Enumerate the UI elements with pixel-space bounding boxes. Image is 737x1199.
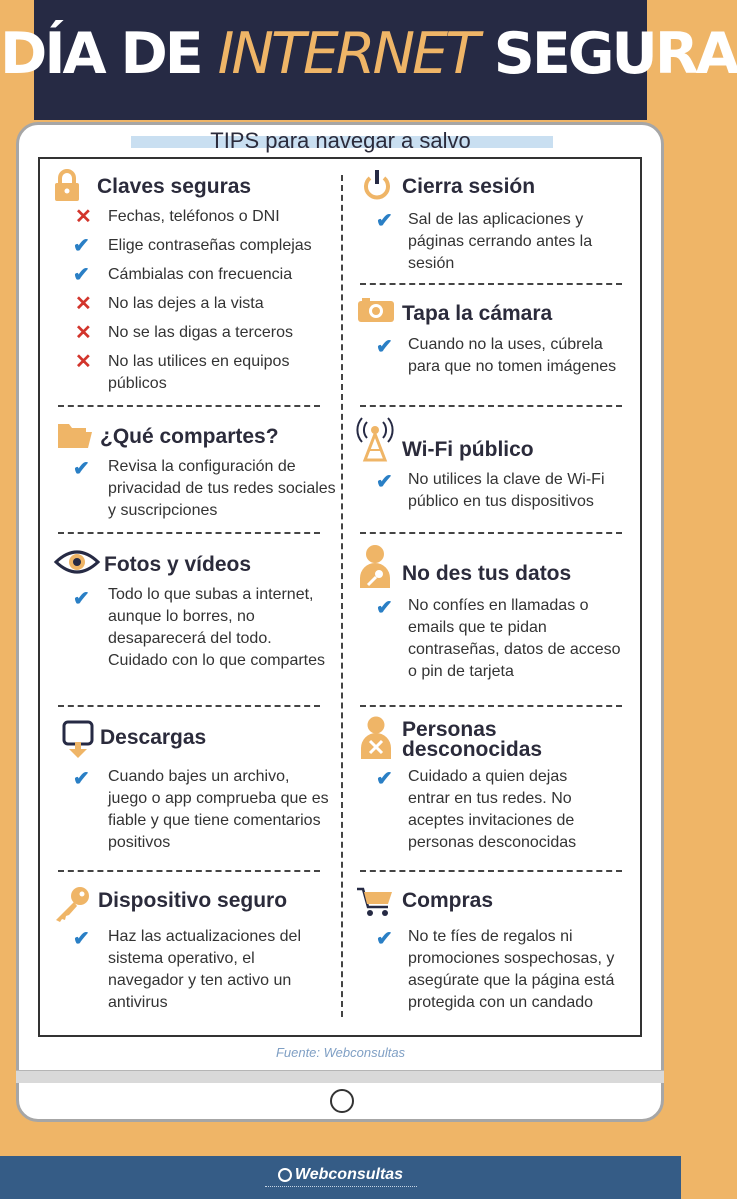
check-icon: ✔	[73, 235, 90, 257]
check-icon: ✔	[73, 588, 90, 610]
tablet-bottom-bar	[16, 1070, 664, 1083]
check-icon: ✔	[73, 928, 90, 950]
title-part-1: DÍA DE	[0, 21, 218, 87]
tip-item: Cuando bajes un archivo, juego o app comprueba que es fiable y que tiene comentarios positivos	[108, 768, 329, 851]
check-icon: ✔	[376, 471, 393, 493]
home-button[interactable]	[330, 1089, 354, 1113]
camera-icon	[356, 296, 396, 324]
tip-item: No se las digas a terceros	[108, 324, 293, 341]
cross-icon: ✕	[75, 293, 92, 315]
tip-item: No las utilices en equipos públicos	[108, 353, 290, 392]
section-title-dispositivo-seguro: Dispositivo seguro	[98, 889, 288, 912]
cross-icon: ✕	[75, 322, 92, 344]
section-title-tapa-la-camara: Tapa la cámara	[402, 302, 553, 325]
tip-item: No utilices la clave de Wi-Fi público en tus dispositivos	[408, 471, 605, 510]
brand-underline	[265, 1186, 417, 1187]
tip-item: Todo lo que subas a internet, aunque lo borres, no desaparecerá del todo. Cuidado con lo que compartes	[108, 586, 326, 669]
tip-item: Fechas, teléfonos o DNI	[108, 208, 280, 225]
key-icon	[52, 884, 92, 924]
tip-item: Revisa la configuración de privacidad de tus redes sociales y suscripciones	[108, 458, 336, 519]
cross-icon: ✕	[75, 351, 92, 373]
section-title-descargas: Descargas	[100, 726, 207, 749]
padlock-icon	[52, 168, 82, 202]
tip-item: Cuando no la uses, cúbrela para que no tomen imágenes	[408, 336, 617, 375]
tip-item: No las dejes a la vista	[108, 295, 264, 312]
section-title-claves-seguras: Claves seguras	[97, 175, 252, 198]
page-title	[0, 14, 737, 94]
section-title-personas-desconocidas: Personas desconocidas	[402, 718, 543, 761]
user-key-icon	[358, 544, 392, 590]
user-x-icon	[360, 716, 392, 760]
section-title-fotos-videos: Fotos y vídeos	[104, 553, 252, 576]
folder-icon	[56, 420, 94, 450]
tip-item: Haz las actualizaciones del sistema operativo, el navegador y ten activo un antivirus	[108, 928, 301, 1011]
tip-item: Cámbialas con frecuencia	[108, 266, 293, 283]
eye-icon	[54, 548, 100, 576]
divider	[360, 405, 622, 407]
section-title-que-compartes: ¿Qué compartes?	[100, 425, 279, 448]
check-icon: ✔	[376, 210, 393, 232]
cross-icon: ✕	[75, 206, 92, 228]
section-title-compras: Compras	[402, 889, 494, 912]
divider	[360, 705, 622, 707]
divider	[58, 870, 320, 872]
check-icon: ✔	[73, 264, 90, 286]
subtitle: TIPS para navegar a salvo	[210, 128, 471, 153]
check-icon: ✔	[376, 336, 393, 358]
divider	[58, 532, 320, 534]
brand-mark-icon	[278, 1168, 292, 1182]
divider	[360, 283, 622, 285]
cart-icon	[356, 886, 394, 918]
divider	[360, 870, 622, 872]
divider	[360, 532, 622, 534]
section-title-cierra-sesion: Cierra sesión	[402, 175, 536, 198]
source-credit: Fuente: Webconsultas	[275, 1045, 406, 1060]
brand-name: Webconsultas	[294, 1166, 404, 1183]
download-icon	[62, 720, 94, 760]
divider	[58, 705, 320, 707]
check-icon: ✔	[73, 768, 90, 790]
title-part-3: SEGURA	[476, 21, 737, 87]
tip-item: Sal de las aplicaciones y páginas cerrando antes la sesión	[408, 211, 593, 272]
check-icon: ✔	[376, 768, 393, 790]
check-icon: ✔	[73, 458, 90, 480]
tip-item: No confíes en llamadas o emails que te pidan contraseñas, datos de acceso o pin de tarjeta	[408, 597, 621, 680]
title-part-2: INTERNET	[217, 21, 477, 87]
wifi-antenna-icon	[352, 412, 398, 462]
tip-item: Cuidado a quien dejas entrar en tus redes. No aceptes invitaciones de personas desconocidas	[408, 768, 577, 851]
check-icon: ✔	[376, 928, 393, 950]
power-icon	[362, 168, 392, 200]
divider	[58, 405, 320, 407]
brand-logo[interactable]	[0, 1166, 681, 1184]
section-title-no-des-tus-datos: No des tus datos	[402, 562, 572, 585]
column-divider	[341, 175, 343, 1017]
section-title-wifi-publico: Wi-Fi público	[402, 438, 534, 461]
check-icon: ✔	[376, 597, 393, 619]
tip-item: No te fíes de regalos ni promociones sospechosas, y asegúrate que la página está protegida con un candado	[408, 928, 615, 1011]
tip-item: Elige contraseñas complejas	[108, 237, 312, 254]
